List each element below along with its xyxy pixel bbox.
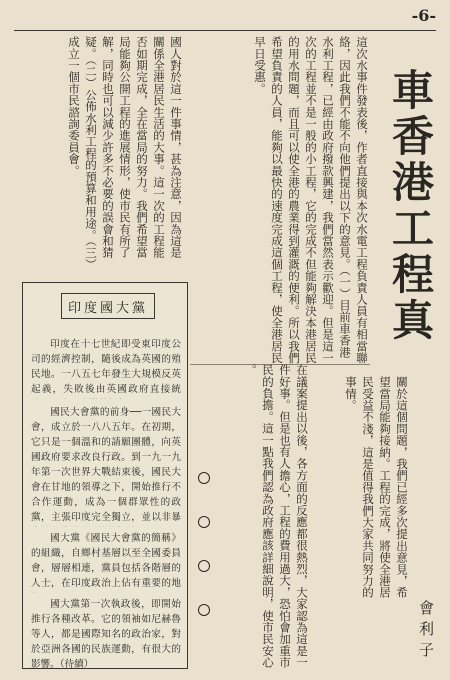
circle-separators <box>198 472 212 648</box>
article-author: 會利子 <box>417 600 435 663</box>
circle-mark <box>198 472 210 484</box>
article-column-lower-middle: 在議案提出以後，各方面的反應都很熱烈，大家認為這是一件好事。但是也有人擔心，工程的費用過大，恐怕會加重市民的負擔。這一點我們認為政府應該詳細說明，使市民安心。 <box>244 364 309 669</box>
article-column-lower-right: 關於這個問題，我們已經多次提出意見，希望當局能夠接納。工程的完成，將使全港居民受益不淺，這是值得我們大家共同努力的事情。 <box>344 376 409 599</box>
sidebar-paragraph: 國民大會黨的前身──一國民大會，成立於一八八五年。在初期，它只是一個溫和的請願團體，向英國政府要求改良行政。到一九一九年第一次世界大戰結束後，國民大會在甘地的領導之下，開始推行不合作運動，成為一個群眾性的政黨，主張印度完全獨立，並以非暴 <box>31 406 181 523</box>
article-headline: 車香港工程真 <box>386 68 435 344</box>
sidebar-paragraph: 印度在十七世紀即受東印度公司的經濟控制，隨後成為英國的殖民地。一八五七年發生大規模反英起義，失敗後由英國政府直接統 <box>31 338 181 395</box>
sidebar-box-title: 印度國大黨 <box>61 293 155 319</box>
page-number: -6- <box>411 6 436 25</box>
circle-mark <box>198 516 210 528</box>
circle-mark <box>198 604 210 616</box>
circle-mark <box>198 560 210 572</box>
article-column-upper-middle: 這次水事件發表後，作者直接與本次水電工程負責人員有相當聯絡，因此我們不能不向他們提出以下的意見。（一）目前車香港水利工程，已經由政府撥款興建，我們當然表示歡迎。但是這一次的工程並不是一般的小工程，它的完成不但能夠解決本港居民的用水問題，而且可以使全港的農業得到灌溉的便利。所以我們希望負責的人員，能夠以最快的速度完成這個工程，使全港居民早日受惠。 <box>253 36 369 364</box>
top-rule <box>14 30 436 31</box>
sidebar-paragraph: 國大黨第一次執政後，即開始推行各種改革。它的領袖如尼赫魯等人，都是國際知名的政治家，對於亞洲各國的民族運動，有很大的影響。（待續） <box>31 598 181 670</box>
sidebar-paragraph: 國大黨《國民大會黨的簡稱》的組織，自鄉村基層以至全國委員會，層層相連，黨員包括各階層的人士，在印度政治上佔有重要的地 <box>31 532 181 589</box>
article-column-upper-left: 國人對於這一件事情，甚為注意，因為這是關係全港居民生活的大事。這一次的工程能否如期完成，全在當局的努力。我們希望當局能夠公開工程的進展情形，使市民有所了解，同時也可以減少許多不必要的誤會和猜疑。（二）公佈水利工程的預算和用途。（三）成立一個市民諮詢委員會。 <box>67 36 183 265</box>
sidebar-box-indian-congress <box>22 282 188 669</box>
